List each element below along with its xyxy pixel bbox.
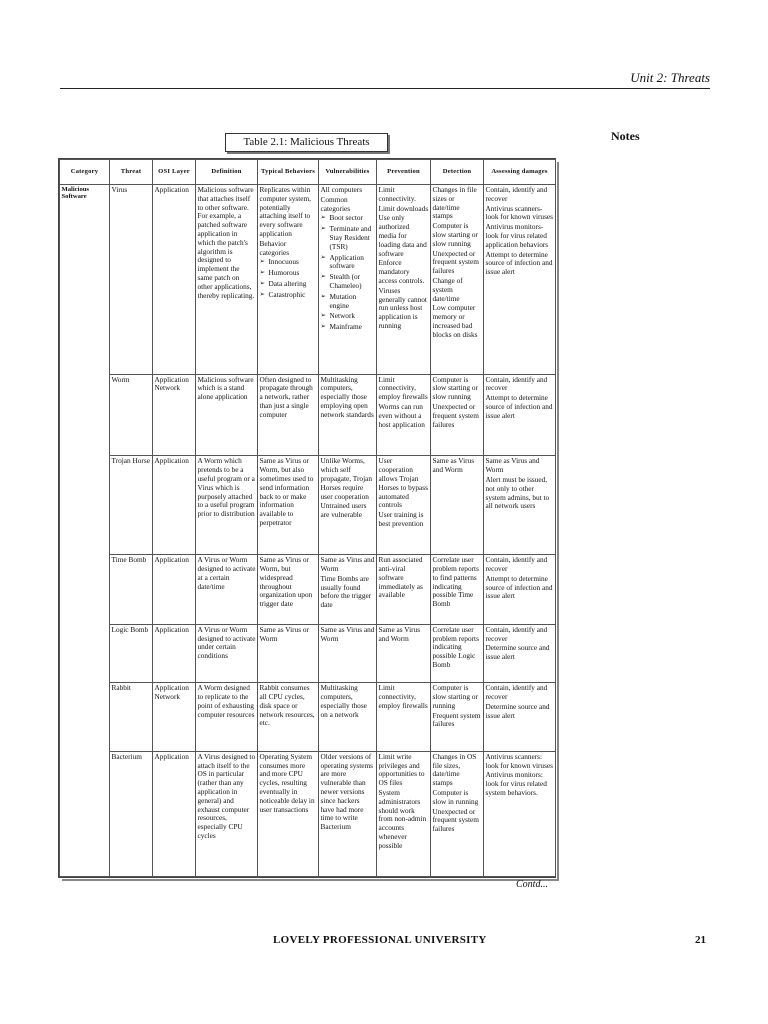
- table-row: [60, 185, 556, 375]
- cell-paragraph: Unexpected or frequent system failures: [432, 402, 479, 429]
- threat-cell: Trojan Horse: [110, 456, 153, 555]
- cell-paragraph: Unlike Worms, which self propagate, Trojan Horses require user cooperation: [320, 456, 372, 501]
- cell-paragraph: Changes in file sizes or date/time stamps: [432, 185, 477, 221]
- vulnerabilities-cell: [319, 683, 377, 752]
- prevention-cell: [377, 185, 431, 375]
- typical-behaviors-cell: [258, 374, 319, 456]
- table-row: [60, 751, 556, 876]
- cell-paragraph: Limit connectivity.: [378, 185, 416, 203]
- column-header: Typical Behaviors: [258, 160, 319, 185]
- table-caption: Table 2.1: Malicious Threats: [225, 133, 388, 152]
- cell-paragraph: Use only authorized media for loading data and software: [378, 213, 427, 258]
- prevention-cell: [377, 751, 431, 876]
- column-header: OSI Layer: [153, 160, 196, 185]
- cell-paragraph: Same as Virus or Worm, but also sometimes used to send information back to or make information available to perpetrator: [259, 456, 314, 527]
- malicious-threats-table: [58, 158, 556, 878]
- osi-layer-cell: Application: [153, 751, 196, 876]
- cell-paragraph: Attempt to determine source of infection and issue alert: [485, 393, 553, 420]
- bullet-item: ➢ Data altering: [260, 280, 317, 289]
- cell-paragraph: Same as Virus and Worm: [485, 456, 540, 475]
- table-row: [60, 624, 556, 683]
- typical-behaviors-cell: [258, 456, 319, 555]
- bullet-item: ➢ Boot sector: [321, 214, 375, 223]
- cell-paragraph: Replicates within computer system, potentially attaching itself to every software application: [259, 185, 311, 238]
- typical-behaviors-cell: [258, 751, 319, 876]
- prevention-cell: [377, 555, 431, 625]
- vulnerabilities-cell: [319, 374, 377, 456]
- assessing-damages-cell: [484, 683, 556, 752]
- column-header: Threat: [110, 160, 153, 185]
- threat-cell: Time Bomb: [110, 555, 153, 625]
- notes-label: Notes: [611, 129, 640, 143]
- cell-paragraph: Same as Virus and Worm: [320, 555, 375, 573]
- cell-paragraph: Often designed to propagate through a network, rather than just a single computer: [259, 374, 313, 419]
- vulnerabilities-cell: [319, 185, 377, 375]
- vulnerabilities-cell: [319, 624, 377, 683]
- assessing-damages-cell: [484, 374, 556, 456]
- bullet-item: ➢ Stealth (or Chameleo): [321, 273, 375, 291]
- cell-paragraph: Contain, identify and recover: [485, 624, 548, 643]
- vulnerabilities-cell: [319, 751, 377, 876]
- typical-behaviors-cell: [258, 683, 319, 752]
- cell-paragraph: Run associated anti-viral software immediately as available: [378, 555, 423, 600]
- cell-paragraph: Same as Virus and Worm: [432, 456, 475, 475]
- table-row: [60, 683, 556, 752]
- table-row: [60, 555, 556, 625]
- assessing-damages-cell: [484, 555, 556, 625]
- assessing-damages-cell: [484, 751, 556, 876]
- cell-paragraph: Alert must be issued, not only to other system admins, but to all network users: [485, 474, 550, 511]
- detection-cell: [431, 185, 484, 375]
- threat-cell: Virus: [110, 185, 153, 375]
- definition-cell: Malicious software that attaches itself to other software. For example, a patched software application in which the patch's algorithm is designed to implement the same patch on other applications, thereby replicating.: [196, 185, 258, 375]
- cell-paragraph: Unexpected or frequent system failures: [432, 806, 479, 834]
- cell-paragraph: Determine source and issue alert: [485, 701, 550, 720]
- threat-cell: Bacterium: [110, 751, 153, 876]
- osi-layer-cell: Application Network: [153, 374, 196, 456]
- bullet-item: ➢ Terminate and Stay Resident (TSR): [321, 225, 375, 251]
- cell-paragraph: Viruses generally cannot run unless host application is running: [378, 285, 427, 330]
- detection-cell: [431, 456, 484, 555]
- cell-paragraph: Attempt to determine source of infection and issue alert: [485, 573, 553, 601]
- cell-paragraph: Limit connectivity, employ firewalls: [378, 683, 428, 710]
- cell-paragraph: Antivirus monitors- look for virus related application behaviors: [485, 222, 549, 249]
- osi-layer-cell: Application: [153, 456, 196, 555]
- cell-paragraph: Untrained users are vulnerable: [320, 501, 367, 520]
- definition-cell: A Virus or Worm designed to activate under certain conditions: [196, 624, 258, 683]
- cell-paragraph: Same as Virus or Worm, but widespread throughout organization upon trigger date: [259, 555, 313, 609]
- cell-paragraph: Multitasking computers, especially those on a network: [320, 683, 367, 719]
- osi-layer-cell: Application: [153, 185, 196, 375]
- threat-cell: Rabbit: [110, 683, 153, 752]
- osi-layer-cell: Application Network: [153, 683, 196, 752]
- definition-cell: A Worm which pretends to be a useful program or a Virus which is purposely attached to a useful program prior to distribution: [196, 456, 258, 555]
- cell-paragraph: Rabbit consumes all CPU cycles, disk space or network resources, etc.: [259, 683, 315, 728]
- bullet-item: ➢ Mutation engine: [321, 293, 375, 311]
- assessing-damages-cell: [484, 185, 556, 375]
- cell-paragraph: Attempt to determine source of infection and issue alert: [485, 249, 553, 277]
- cell-paragraph: Contain, identify and recover: [485, 555, 548, 573]
- assessing-damages-cell: [484, 624, 556, 683]
- prevention-cell: [377, 624, 431, 683]
- cell-paragraph: Same as Virus or Worm: [259, 624, 309, 643]
- assessing-damages-cell: [484, 456, 556, 555]
- cell-paragraph: Contain, identify and recover: [485, 185, 548, 203]
- cell-paragraph: Antivirus scanners- look for known viruses: [485, 203, 553, 222]
- bullet-item: ➢ Innocuous: [260, 258, 317, 267]
- cell-paragraph: Changes in OS file sizes, date/time stamps: [432, 751, 477, 788]
- typical-behaviors-cell: [258, 185, 319, 375]
- bullet-item: ➢ Network: [321, 312, 375, 321]
- cell-paragraph: Same as Virus and Worm: [378, 624, 421, 643]
- cell-paragraph: Enforce mandatory access controls.: [378, 258, 425, 285]
- osi-layer-cell: Application: [153, 624, 196, 683]
- column-header: Category: [60, 160, 110, 185]
- cell-paragraph: Determine source and issue alert: [485, 643, 550, 662]
- threat-cell: Worm: [110, 374, 153, 456]
- detection-cell: [431, 624, 484, 683]
- cell-paragraph: Frequent system failures: [432, 710, 481, 729]
- detection-cell: [431, 374, 484, 456]
- cell-paragraph: Same as Virus and Worm: [320, 624, 375, 643]
- definition-cell: A Virus designed to attach itself to the OS in particular (rather than any application in general) and exhaust computer resources, especially CPU cycles: [196, 751, 258, 876]
- cell-paragraph: Contain, identify and recover: [485, 683, 548, 702]
- category-cell: Malicious Software: [60, 185, 110, 877]
- cell-paragraph: Correlate user problem reports indicating possible Logic Bomb: [432, 624, 479, 669]
- cell-paragraph: Older versions of operating systems are more vulnerable than newer versions since hackers have had more time to write Bacterium: [320, 751, 373, 832]
- prevention-cell: [377, 456, 431, 555]
- typical-behaviors-cell: [258, 624, 319, 683]
- bullet-item: ➢ Humorous: [260, 269, 317, 278]
- cell-paragraph: Computer is slow starting or slow running: [432, 374, 478, 402]
- column-header: Assessing damages: [484, 160, 556, 185]
- cell-paragraph: Change of system date/time: [432, 275, 463, 303]
- cell-paragraph: Antivirus scanners: look for known viruses: [485, 751, 553, 770]
- prevention-cell: [377, 374, 431, 456]
- bullet-item: ➢ Mainframe: [321, 323, 375, 332]
- cell-paragraph: Limit downloads: [378, 203, 429, 213]
- cell-paragraph: Limit connectivity, employ firewalls: [378, 374, 428, 402]
- column-header: Prevention: [377, 160, 431, 185]
- cell-paragraph: All computers: [320, 185, 363, 194]
- page-number: 21: [695, 934, 706, 946]
- header-divider: [60, 88, 710, 89]
- cell-paragraph: Low computer memory or increased bad blocks on disks: [432, 303, 478, 339]
- definition-cell: A Virus or Worm designed to activate at a certain date/time: [196, 555, 258, 625]
- threat-cell: Logic Bomb: [110, 624, 153, 683]
- cell-paragraph: Operating System consumes more and more CPU cycles, resulting eventually in noticeable delay in user transactions: [259, 751, 315, 814]
- cell-paragraph: Correlate user problem reports to find patterns indicating possible Time Bomb: [432, 555, 479, 609]
- column-header: Vulnerabilities: [319, 160, 377, 185]
- cell-paragraph: Worms can run even without a host application: [378, 402, 425, 429]
- footer-university: LOVELY PROFESSIONAL UNIVERSITY: [273, 934, 487, 946]
- column-header: Definition: [196, 160, 258, 185]
- osi-layer-cell: Application: [153, 555, 196, 625]
- table-row: [60, 456, 556, 555]
- cell-paragraph: Limit write privileges and opportunities to OS files: [378, 751, 425, 788]
- cell-paragraph: User training is best prevention: [378, 510, 424, 528]
- cell-paragraph: System administrators should work from non-admin accounts whenever possible: [378, 788, 427, 850]
- prevention-cell: [377, 683, 431, 752]
- unit-title: Unit 2: Threats: [630, 70, 710, 85]
- cell-paragraph: Computer is slow in running: [432, 788, 479, 806]
- detection-cell: [431, 683, 484, 752]
- cell-subheading: Behavior categories: [259, 238, 290, 257]
- bullet-item: ➢ Application software: [321, 254, 375, 272]
- table-header-row: [60, 160, 556, 185]
- detection-cell: [431, 555, 484, 625]
- continued-label: Contd...: [516, 879, 548, 890]
- cell-subheading: Common categories: [320, 194, 351, 213]
- cell-paragraph: Time Bombs are usually found before the trigger date: [320, 573, 372, 610]
- detection-cell: [431, 751, 484, 876]
- cell-paragraph: Multitasking computers, especially those employing open network standards: [320, 374, 374, 419]
- column-header: Detection: [431, 160, 484, 185]
- bullet-item: ➢ Catastrophic: [260, 291, 317, 300]
- table-row: [60, 374, 556, 456]
- cell-paragraph: Antivirus monitors: look for virus related system behaviors.: [485, 770, 547, 798]
- cell-paragraph: Computer is slow starting or running: [432, 683, 478, 710]
- cell-paragraph: Contain, identify and recover: [485, 374, 548, 393]
- cell-paragraph: Computer is slow starting or slow running: [432, 221, 478, 248]
- cell-paragraph: Unexpected or frequent system failures: [432, 248, 479, 276]
- definition-cell: A Worm designed to replicate to the point of exhausting computer resources: [196, 683, 258, 752]
- definition-cell: Malicious software which is a stand alone application: [196, 374, 258, 456]
- typical-behaviors-cell: [258, 555, 319, 625]
- cell-paragraph: User cooperation allows Trojan Horses to bypass automated controls: [378, 456, 428, 510]
- vulnerabilities-cell: [319, 456, 377, 555]
- vulnerabilities-cell: [319, 555, 377, 625]
